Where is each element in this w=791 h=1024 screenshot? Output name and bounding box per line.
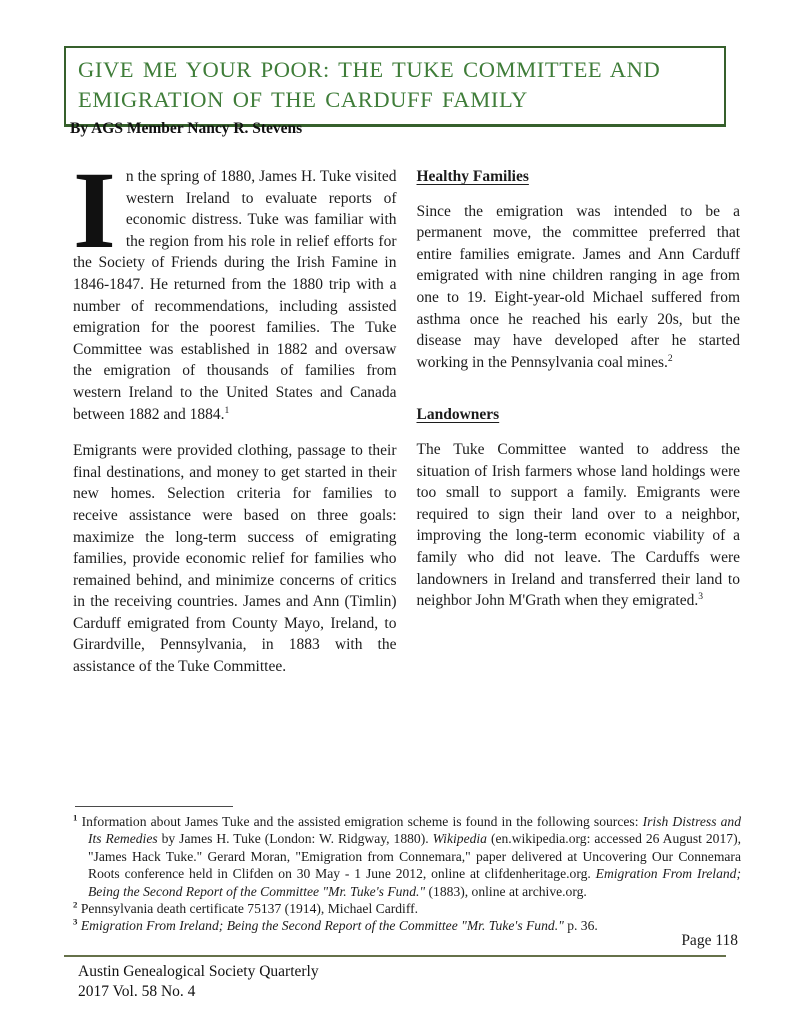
journal-title: Austin Genealogical Society Quarterly bbox=[78, 963, 319, 980]
footnote-1-marker: 1 bbox=[73, 812, 78, 823]
footnote-2 bbox=[73, 900, 741, 917]
section-gap bbox=[417, 388, 741, 404]
article-title-box bbox=[64, 46, 726, 127]
footnote-1-text-3: (en.wikipedia.org: accessed 26 August 2017), "James Hack Tuke." Gerard Moran, "Emigration from Connemara," paper delivered at Uncovering Our Connemara Roots conference held in Clifden on 30 May - 1 June 2012, online at clifdenheritage.org. bbox=[88, 831, 741, 882]
paragraph-healthy-families bbox=[417, 201, 741, 374]
footnote-1-text: Information about James Tuke and the assisted emigration scheme is found in the following sources: bbox=[81, 814, 643, 829]
journal-footer bbox=[78, 962, 319, 1002]
paragraph-healthy-families-text: Since the emigration was intended to be a permanent move, the committee preferred that entire families emigrate. James and Ann Carduff emigrated with nine children ranging in age from one to 19. Eight-year-old Michael suffered from asthma once he reached his early 20s, but the disease may have developed after he started working in the Pennsylvania coal mines. bbox=[416, 202, 740, 371]
footnote-1-report-title: Emigration From Ireland; Being the Second Report of the Committee "Mr. Tuke's Fund." bbox=[88, 866, 741, 899]
left-column bbox=[73, 149, 397, 693]
footnote-ref-3: 3 bbox=[698, 590, 704, 602]
heading-landowners: Landowners bbox=[416, 406, 500, 424]
article-title-line-1: GIVE ME YOUR POOR: THE TUKE COMMITTEE AND bbox=[78, 57, 661, 82]
footnote-1 bbox=[73, 813, 741, 900]
article-body bbox=[73, 149, 740, 693]
footnotes-section bbox=[73, 813, 741, 935]
journal-volume: 2017 Vol. 58 No. 4 bbox=[78, 983, 196, 1000]
footnote-1-source-title: Irish Distress and Its Remedies bbox=[88, 814, 741, 847]
footnote-2-text: Pennsylvania death certificate 75137 (1914), Michael Cardiff. bbox=[80, 901, 419, 917]
footnote-ref-1: 1 bbox=[224, 404, 230, 416]
byline: By AGS Member Nancy R. Stevens bbox=[70, 120, 303, 137]
right-column bbox=[417, 166, 741, 693]
footnote-1-text-2: by James H. Tuke (London: W. Ridgway, 1880). bbox=[157, 831, 433, 847]
paragraph-intro-text: n the spring of 1880, James H. Tuke visited western Ireland to evaluate reports of economic distress. Tuke was familiar with the region from his role in relief efforts for the Society of Friends during the Irish Famine in 1846-1847. He returned from the 1880 trip with a number of recommendations, including assisted emigration for the poorest families. The Tuke Committee was established in 1882 and oversaw the emigration of thousands of families from western Ireland to the United States and Canada between 1882 and 1884. bbox=[73, 168, 397, 423]
paragraph-emigrants-text: Emigrants were provided clothing, passage to their final destinations, and money to get started in their new homes. Selection criteria for families to receive assistance were based on three goals: maximize the long-term success of emigrating families, provide economic relief for families who remained behind, and minimize concerns of critics in the receiving countries. James and Ann (Timlin) Carduff emigrated from County Mayo, Ireland, to Girardville, Pennsylvania, in 1883 with the assistance of the Tuke Committee. bbox=[73, 442, 397, 676]
footnote-3-marker: 3 bbox=[73, 916, 78, 927]
page-number: Page 118 bbox=[681, 932, 738, 949]
footnote-2-marker: 2 bbox=[73, 899, 78, 910]
footnote-3-text: p. 36. bbox=[563, 918, 598, 934]
footnote-3-report-title: Emigration From Ireland; Being the Second Report of the Committee "Mr. Tuke's Fund." bbox=[80, 918, 564, 934]
footnote-ref-2: 2 bbox=[667, 352, 673, 364]
footnote-1-text-4: (1883), online at archive.org. bbox=[425, 883, 587, 899]
drop-cap: I bbox=[73, 149, 116, 271]
article-title-line-2: EMIGRATION OF THE CARDUFF FAMILY bbox=[78, 87, 528, 112]
paragraph-landowners-text: The Tuke Committee wanted to address the situation of Irish farmers whose land holdings were too small to support a family. Emigrants were required to sign their land over to a neighbor, improving the long-term economic viability of a family who did not leave. The Carduffs were landowners in Ireland and transferred their land to neighbor John M'Grath when they emigrated. bbox=[416, 440, 740, 610]
heading-healthy-families: Healthy Families bbox=[416, 168, 529, 185]
paragraph-intro bbox=[73, 149, 397, 425]
footnote-1-wikipedia: Wikipedia bbox=[432, 831, 487, 847]
footnote-3 bbox=[73, 917, 741, 934]
paragraph-emigrants bbox=[73, 440, 397, 678]
footnote-separator-rule bbox=[75, 806, 233, 807]
paragraph-landowners bbox=[417, 439, 741, 612]
footer-rule bbox=[64, 955, 726, 957]
